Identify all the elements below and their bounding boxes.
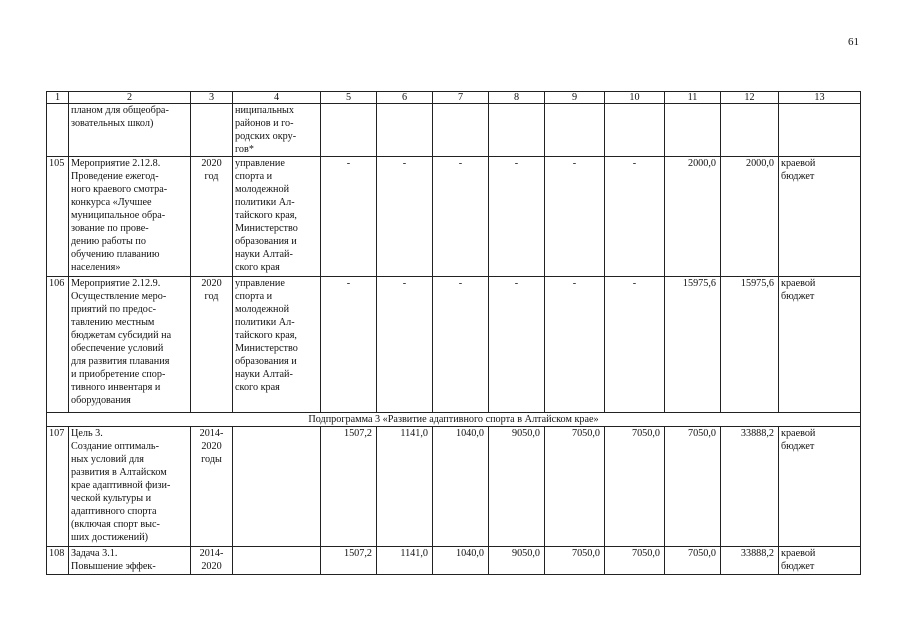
funding-value <box>665 104 721 157</box>
funding-value: 2000,0 <box>665 157 721 277</box>
funding-value: 9050,0 <box>489 547 545 575</box>
funding-value: - <box>377 277 433 413</box>
measure-name: Цель 3. Создание оптималь- ных условий для развития в Алтайском крае адаптивной физи- ческой культуры и адаптивного спорта (включая спорт выс- ших достижений) <box>69 427 191 547</box>
measure-name: Задача 3.1. Повышение эффек- <box>69 547 191 575</box>
period: 2020 год <box>191 277 233 413</box>
funding-value <box>605 104 665 157</box>
funding-value: - <box>545 277 605 413</box>
funding-value: 1507,2 <box>321 427 377 547</box>
executor: управление спорта и молодежной политики Ал- тайского края, Министерство образования и науки Алтай- ского края <box>233 157 321 277</box>
column-number: 8 <box>489 92 545 104</box>
measure-name: Мероприятие 2.12.8. Проведение ежегод- ного краевого смотра- конкурса «Лучшее муниципальное обра- зование по прове- дению работы по обучению плаванию населения» <box>69 157 191 277</box>
funding-value: 15975,6 <box>721 277 779 413</box>
funding-value: 7050,0 <box>665 547 721 575</box>
funding-source: краевой бюджет <box>779 427 861 547</box>
table-row <box>47 547 861 575</box>
column-number-row <box>47 92 861 104</box>
program-table <box>46 91 861 575</box>
funding-source: краевой бюджет <box>779 277 861 413</box>
funding-value: 7050,0 <box>545 547 605 575</box>
funding-source: краевой бюджет <box>779 547 861 575</box>
funding-value: 2000,0 <box>721 157 779 277</box>
subprogram-row <box>47 413 861 427</box>
funding-value: - <box>321 277 377 413</box>
period <box>191 104 233 157</box>
measure-name: планом для общеобра- зовательных школ) <box>69 104 191 157</box>
funding-value <box>433 104 489 157</box>
column-number: 12 <box>721 92 779 104</box>
executor: управление спорта и молодежной политики Ал- тайского края, Министерство образования и науки Алтай- ского края <box>233 277 321 413</box>
funding-value: - <box>489 277 545 413</box>
funding-value: 1507,2 <box>321 547 377 575</box>
row-number: 107 <box>47 427 69 547</box>
column-number: 10 <box>605 92 665 104</box>
executor <box>233 547 321 575</box>
funding-value: 33888,2 <box>721 547 779 575</box>
executor <box>233 427 321 547</box>
funding-value: - <box>433 277 489 413</box>
period: 2020 год <box>191 157 233 277</box>
column-number: 6 <box>377 92 433 104</box>
funding-value: 7050,0 <box>545 427 605 547</box>
funding-value: 7050,0 <box>665 427 721 547</box>
funding-value: 1141,0 <box>377 427 433 547</box>
funding-value: - <box>545 157 605 277</box>
column-number: 3 <box>191 92 233 104</box>
period: 2014- 2020 <box>191 547 233 575</box>
funding-value: 33888,2 <box>721 427 779 547</box>
funding-value <box>545 104 605 157</box>
page-number: 61 <box>848 36 859 48</box>
funding-value: 1040,0 <box>433 427 489 547</box>
row-number: 105 <box>47 157 69 277</box>
table-row <box>47 104 861 157</box>
funding-value: - <box>605 157 665 277</box>
funding-value: - <box>321 157 377 277</box>
funding-value <box>721 104 779 157</box>
column-number: 7 <box>433 92 489 104</box>
table-row <box>47 277 861 413</box>
funding-value <box>489 104 545 157</box>
column-number: 11 <box>665 92 721 104</box>
funding-value: 1141,0 <box>377 547 433 575</box>
funding-value: - <box>433 157 489 277</box>
column-number: 13 <box>779 92 861 104</box>
funding-value: 15975,6 <box>665 277 721 413</box>
funding-value: - <box>605 277 665 413</box>
funding-source <box>779 104 861 157</box>
funding-value: 9050,0 <box>489 427 545 547</box>
column-number: 5 <box>321 92 377 104</box>
subprogram-title: Подпрограмма 3 «Развитие адаптивного спорта в Алтайском крае» <box>47 413 861 427</box>
column-number: 4 <box>233 92 321 104</box>
table-row <box>47 427 861 547</box>
funding-value: - <box>377 157 433 277</box>
executor: ниципальных районов и го- родских окру- гов* <box>233 104 321 157</box>
funding-value <box>377 104 433 157</box>
funding-value: 7050,0 <box>605 427 665 547</box>
funding-value <box>321 104 377 157</box>
funding-source: краевой бюджет <box>779 157 861 277</box>
funding-value: 7050,0 <box>605 547 665 575</box>
column-number: 2 <box>69 92 191 104</box>
column-number: 1 <box>47 92 69 104</box>
table-row <box>47 157 861 277</box>
funding-value: - <box>489 157 545 277</box>
row-number: 106 <box>47 277 69 413</box>
measure-name: Мероприятие 2.12.9. Осуществление меро- приятий по предос- тавлению местным бюджетам субсидий на обеспечение условий для развития плавания и приобретение спор- тивного инвентаря и оборудования <box>69 277 191 413</box>
row-number: 108 <box>47 547 69 575</box>
period: 2014- 2020 годы <box>191 427 233 547</box>
column-number: 9 <box>545 92 605 104</box>
funding-value: 1040,0 <box>433 547 489 575</box>
row-number <box>47 104 69 157</box>
